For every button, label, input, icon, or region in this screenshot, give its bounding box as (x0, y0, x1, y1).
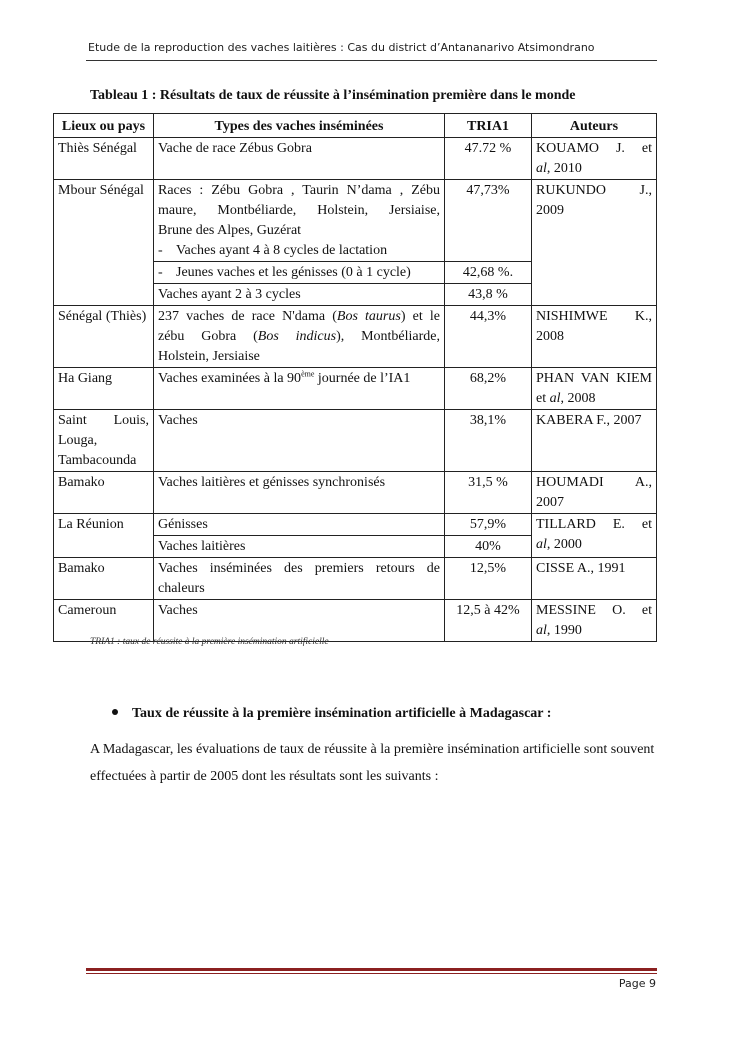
table-row (54, 138, 657, 180)
cell-type: Vaches inséminées des premiers retours de chaleurs (154, 558, 445, 600)
cell-type: Vaches (154, 600, 445, 642)
cell-auteur: NISHIMWE K., 2008 (532, 306, 657, 368)
cell-lieu: Bamako (54, 558, 154, 600)
cell-lieu: Saint Louis, Louga, Tambacounda (54, 410, 154, 472)
cell-auteur-year: , 2008 (560, 391, 596, 406)
table-caption: Tableau 1 : Résultats de taux de réussite à l’insémination première dans le monde (90, 88, 576, 103)
cell-tria: 12,5% (445, 558, 532, 600)
cell-type: Génisses (154, 514, 445, 536)
cell-auteur (532, 368, 657, 410)
section-heading-text: Taux de réussite à la première insémination artificielle à Madagascar : (132, 706, 552, 721)
cell-type-races-end: Brune des Alpes, Guzérat (158, 223, 302, 238)
cell-auteur (532, 600, 657, 642)
cell-tria: 43,8 % (445, 284, 532, 306)
cell-type: Vaches (154, 410, 445, 472)
cell-type: Vaches ayant 2 à 3 cycles (154, 284, 445, 306)
cell-type (154, 306, 445, 368)
cell-type-sub: Jeunes vaches et les génisses (0 à 1 cycle) (176, 265, 411, 280)
cell-type-sup: ème (301, 369, 315, 379)
column-header-lieu: Lieux ou pays (54, 114, 154, 138)
cell-tria: 44,3% (445, 306, 532, 368)
cell-auteur (532, 138, 657, 180)
cell-tria: 42,68 %. (445, 262, 532, 284)
body-paragraph: A Madagascar, les évaluations de taux de réussite à la première insémination artificielle sont souvent effectuées à partir de 2005 dont les résultats sont les suivants : (90, 742, 655, 784)
cell-auteur: HOUMADI A., 2007 (532, 472, 657, 514)
cell-type: Vaches laitières et génisses synchronisés (154, 472, 445, 514)
cell-tria: 68,2% (445, 368, 532, 410)
page-number: Page 9 (618, 977, 656, 990)
cell-tria: 40% (445, 536, 532, 558)
table-row (54, 306, 657, 368)
cell-auteur-text: RUKUNDO J., 2009 (536, 183, 652, 218)
cell-auteur-al: al (549, 391, 561, 406)
cell-auteur-name: PHAN VAN KIEM et (536, 371, 652, 406)
table-row (54, 410, 657, 472)
cell-lieu: Bamako (54, 472, 154, 514)
cell-auteur-year: , 2010 (546, 161, 582, 176)
cell-auteur (532, 180, 657, 306)
results-table (53, 113, 657, 642)
cell-auteur-line: MESSINE O. et (536, 603, 652, 618)
cell-lieu: La Réunion (54, 514, 154, 558)
footer-divider-thin (86, 973, 657, 974)
cell-type: Vaches laitières (154, 536, 445, 558)
table-row (54, 368, 657, 410)
cell-type: Vache de race Zébus Gobra (154, 138, 445, 180)
column-header-auteur: Auteurs (532, 114, 657, 138)
cell-auteur-line: TILLARD E. et (536, 517, 652, 532)
table-footnote: TRIA1 : taux de réussite à la première insémination artificielle (90, 637, 329, 647)
cell-type (154, 180, 445, 262)
table-row (54, 558, 657, 600)
table-row (54, 180, 657, 262)
table-row (54, 600, 657, 642)
cell-type-sub: Vaches ayant 4 à 8 cycles de lactation (176, 243, 388, 258)
table-row (54, 514, 657, 536)
cell-lieu: Cameroun (54, 600, 154, 642)
table-header-row (54, 114, 657, 138)
cell-type (154, 262, 445, 284)
cell-type-species: Bos indicus (257, 329, 337, 344)
cell-type-part: 237 vaches de race N'dama ( (158, 309, 337, 324)
table-row (54, 472, 657, 514)
cell-auteur-al: al (536, 161, 547, 176)
cell-type-part: journée de l’IA1 (314, 371, 411, 386)
cell-auteur (532, 514, 657, 558)
column-header-tria: TRIA1 (445, 114, 532, 138)
cell-auteur: KABERA F., 2007 (532, 410, 657, 472)
cell-tria: 57,9% (445, 514, 532, 536)
cell-auteur-year: , 2000 (546, 537, 582, 552)
cell-auteur: CISSE A., 1991 (532, 558, 657, 600)
cell-lieu: Ha Giang (54, 368, 154, 410)
bullet-icon (112, 709, 118, 715)
cell-type-species: Bos taurus (336, 309, 401, 324)
cell-type-part: Vaches examinées à la 90 (158, 371, 302, 386)
cell-tria: 38,1% (445, 410, 532, 472)
cell-tria: 12,5 à 42% (445, 600, 532, 642)
cell-type-part: ) et le zébu Gobra ( (158, 309, 440, 344)
running-header: Etude de la reproduction des vaches laitières : Cas du district d’Antananarivo Atsimondrano (88, 41, 595, 54)
cell-lieu: Sénégal (Thiès) (54, 306, 154, 368)
footer-divider-thick (86, 968, 657, 971)
cell-type (154, 368, 445, 410)
cell-tria: 47.72 % (445, 138, 532, 180)
cell-auteur-year: , 1990 (546, 623, 582, 638)
column-header-type: Types des vaches inséminées (154, 114, 445, 138)
dash-mark: - (158, 265, 163, 280)
cell-auteur-al: al (536, 537, 547, 552)
cell-lieu: Thiès Sénégal (54, 138, 154, 180)
cell-tria: 47,73% (445, 180, 532, 262)
dash-mark: - (158, 243, 163, 258)
cell-auteur-line: KOUAMO J. et (536, 141, 652, 156)
cell-auteur-al: al (536, 623, 547, 638)
cell-lieu: Mbour Sénégal (54, 180, 154, 306)
section-heading (112, 706, 551, 722)
cell-type-part: ), Montbéliarde, Holstein, Jersiaise (158, 329, 440, 364)
header-divider (86, 60, 657, 61)
cell-type-races: Races : Zébu Gobra , Taurin N’dama , Zébu maure, Montbéliarde, Holstein, Jersiaise, (158, 183, 440, 218)
cell-tria: 31,5 % (445, 472, 532, 514)
